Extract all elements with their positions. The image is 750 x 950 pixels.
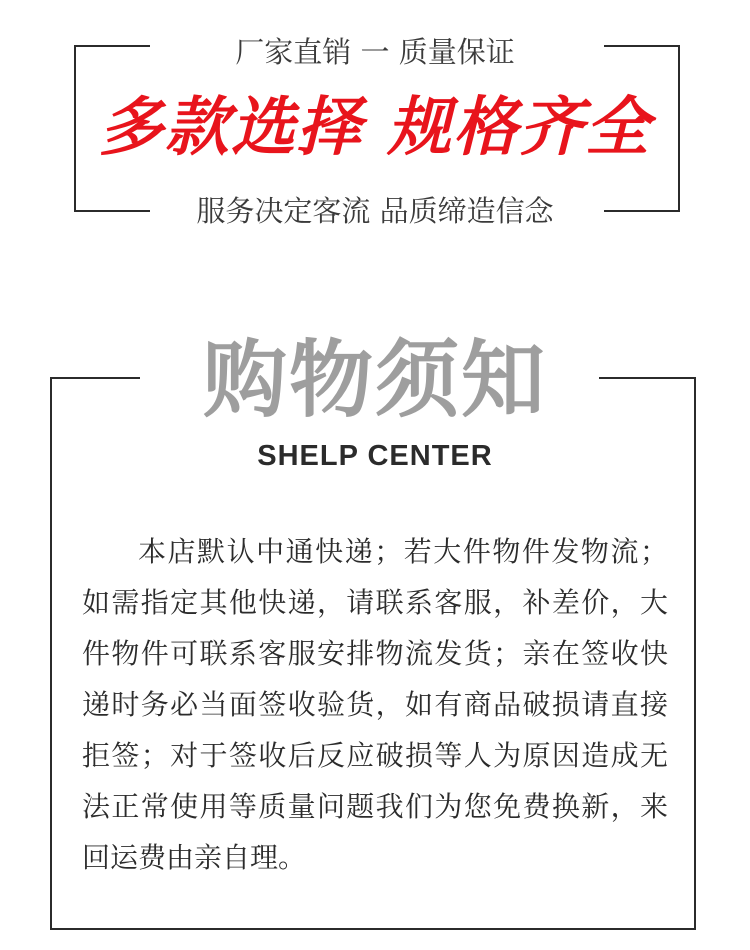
top-tagline: 厂家直销 一 质量保证 [235, 35, 515, 69]
section-title: 购物须知 [202, 331, 547, 429]
notice-frame-right [694, 377, 696, 930]
headline: 多款选择 规格齐全 [98, 91, 652, 165]
notice-frame-top-right [599, 377, 696, 379]
notice-body: 本店默认中通快递；若大件物件发物流；如需指定其他快递，请联系客服，补差价，大件物件可联系客服安排物流发货；亲在签收快递时务必当面签收验货，如有商品破损请直接拒签；对于签收后反应破损等人为原因造成无法正常使用等质量问题我们为您免费换新，来回运费由亲自理。 [82, 535, 668, 874]
notice-frame-left [50, 377, 52, 930]
section-subtitle: SHELP CENTER [257, 440, 493, 472]
notice-frame-bottom [50, 928, 696, 930]
bottom-tagline: 服务决定客流 品质缔造信念 [196, 194, 554, 228]
notice-frame-top-left [50, 377, 140, 379]
